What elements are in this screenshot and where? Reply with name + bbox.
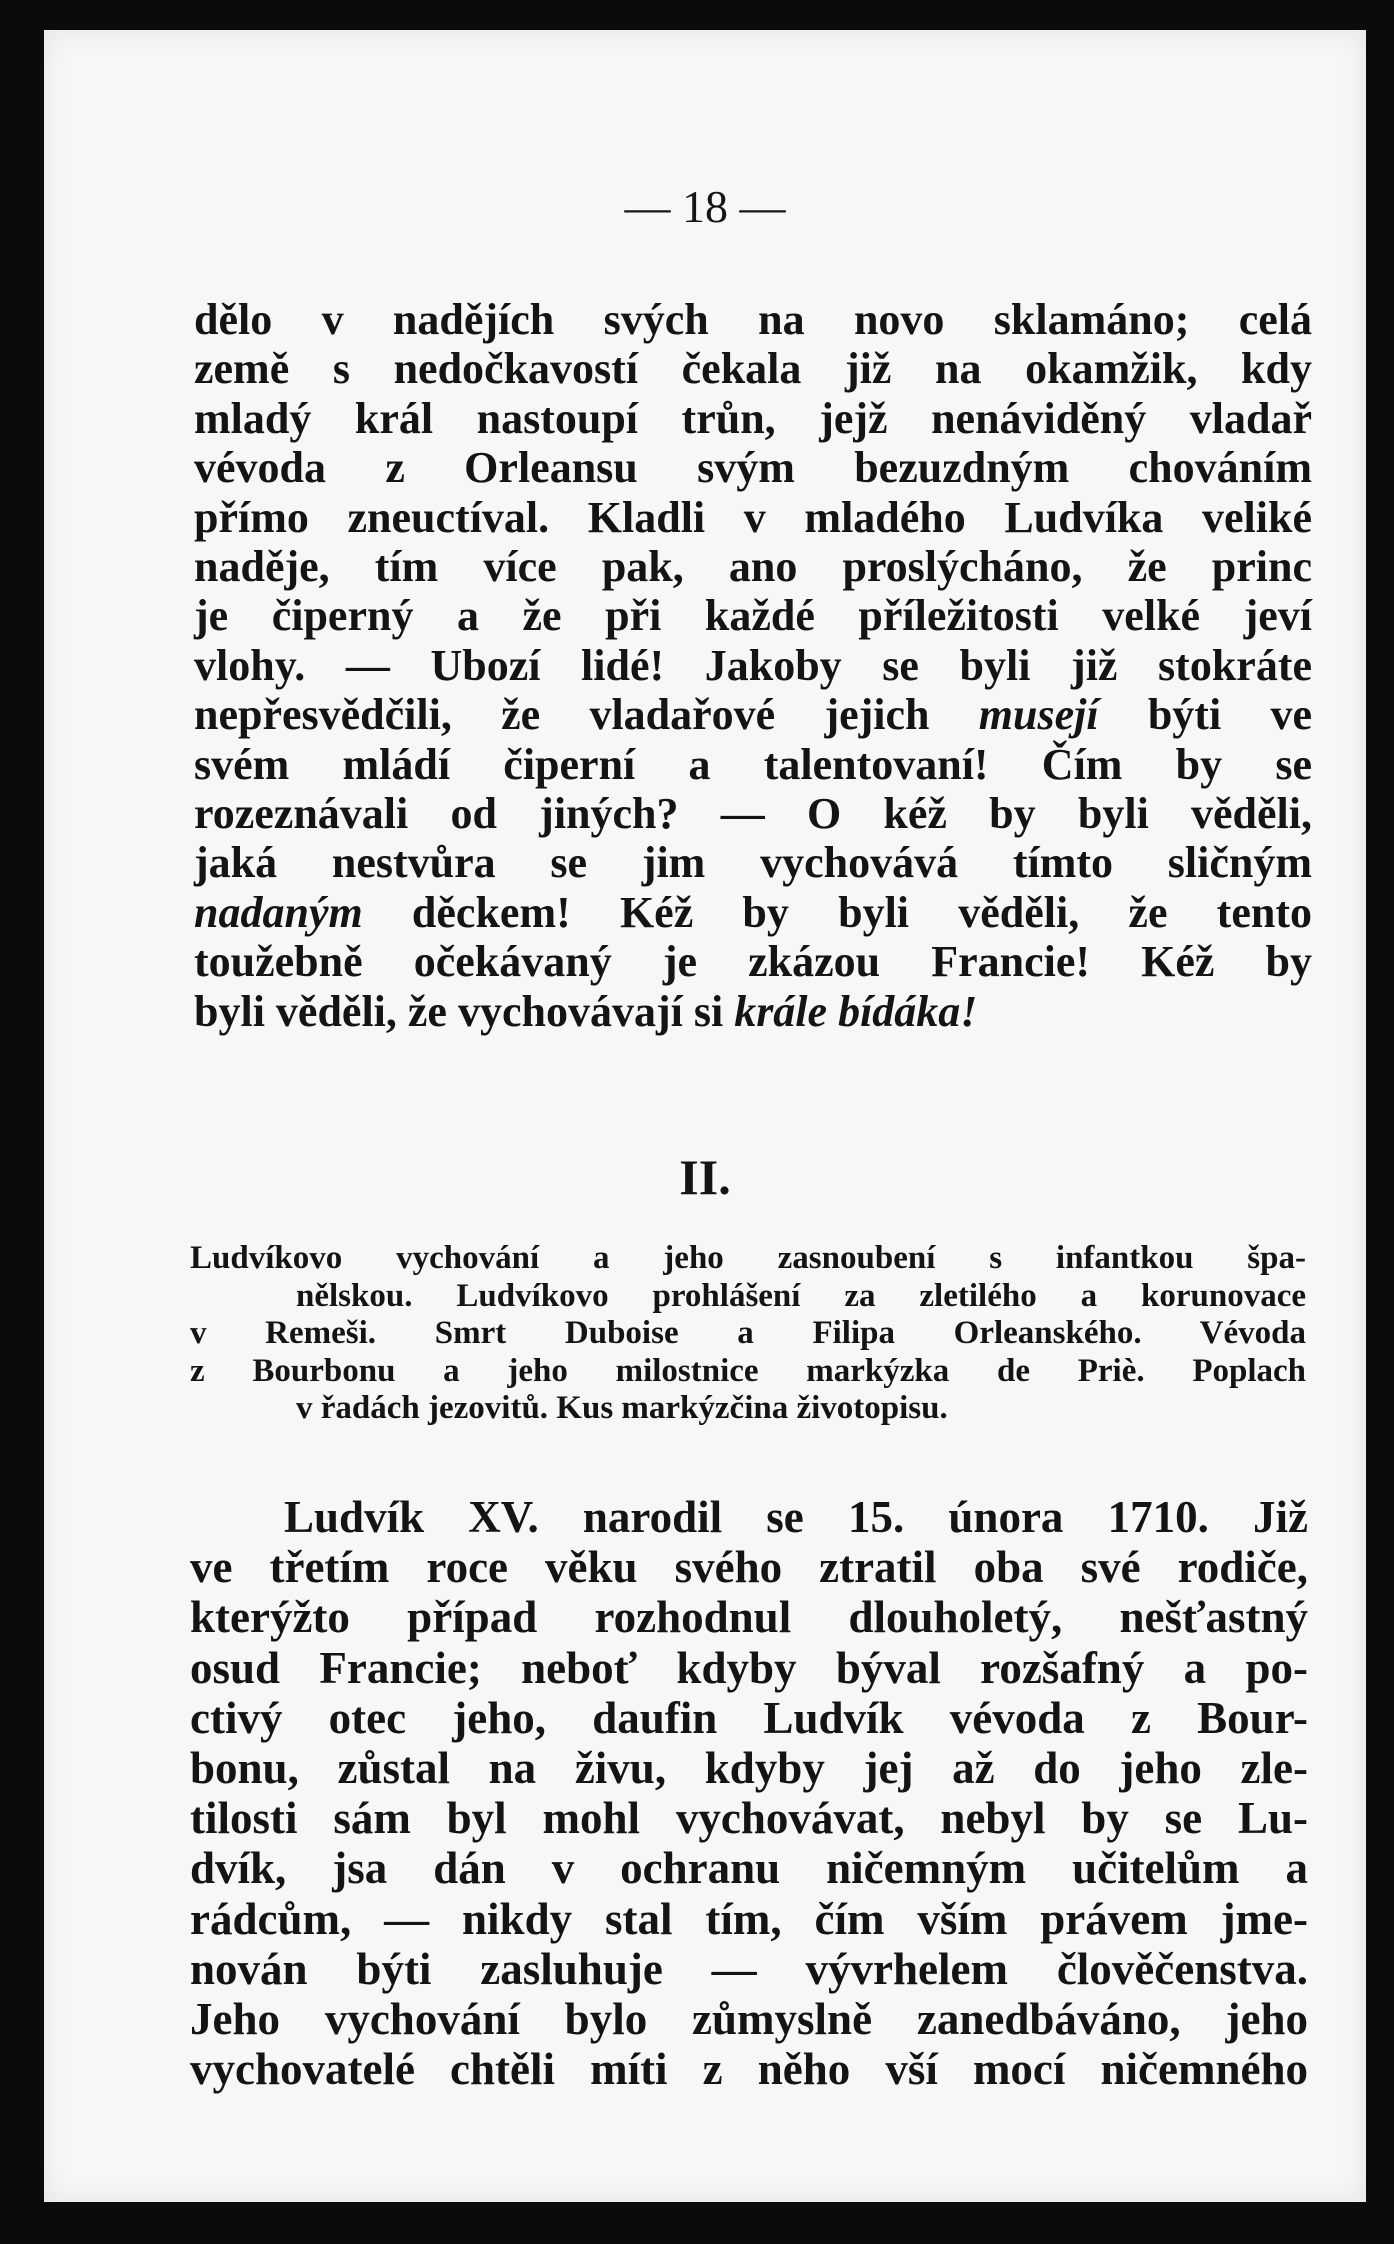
paragraph-2	[190, 1492, 1308, 2094]
text-span: nepřesvědčili, že vladařové jejich	[194, 690, 979, 740]
summary-line: v Remeši. Smrt Duboise a Filipa Orleanského. Vévoda	[190, 1315, 1306, 1351]
paragraph-1	[194, 295, 1312, 1036]
text-line	[194, 888, 1312, 937]
text-line: Ludvík XV. narodil se 15. února 1710. Již	[284, 1492, 1308, 1542]
text-span: byli věděli, že vychovávají si	[194, 986, 735, 1036]
text-line: bonu, zůstal na živu, kdyby jej až do jeho zle-	[190, 1743, 1308, 1794]
chapter-heading: II.	[679, 1149, 731, 1205]
summary-line: v řadách jezovitů. Kus markýzčina životopisu.	[296, 1390, 948, 1426]
text-line: toužebně očekávaný je zkázou Francie! Kéž by	[194, 937, 1312, 987]
text-line: svém mládí čiperní a talentovaní! Čím by se	[194, 739, 1312, 789]
text-line: Jeho vychování bylo zůmyslně zanedbáváno, jeho	[190, 1994, 1308, 2045]
text-line: kterýžto případ rozhodnul dlouholetý, nešťastný	[190, 1592, 1308, 1643]
text-line: tilosti sám byl mohl vychovávat, nebyl by se Lu-	[190, 1793, 1308, 1844]
italic-emphasis: musejí	[978, 690, 1099, 740]
text-line: ctivý otec jeho, daufin Ludvík vévoda z Bour-	[190, 1692, 1308, 1743]
text-line: vychovatelé chtěli míti z něho vší mocí ničemného	[190, 2044, 1308, 2095]
summary-line: z Bourbonu a jeho milostnice markýzka de Priè. Poplach	[190, 1352, 1306, 1389]
italic-emphasis: nadaným	[194, 887, 363, 937]
text-span: býti ve	[1098, 690, 1312, 740]
italic-emphasis: krále bídáka!	[734, 986, 978, 1036]
text-line: dělo v nadějích svých na novo sklamáno; celá	[194, 295, 1312, 344]
text-line: osud Francie; neboť kdyby býval rozšafný a po-	[190, 1642, 1308, 1693]
text-line: jaká nestvůra se jim vychovává tímto sličným	[194, 838, 1312, 888]
text-line: mladý král nastoupí trůn, jejž nenáviděný vladař	[194, 393, 1312, 443]
text-line: dvík, jsa dán v ochranu ničemným učitelům a	[190, 1843, 1308, 1894]
text-line: přímo zneuctíval. Kladli v mladého Ludvíka veliké	[194, 492, 1312, 542]
text-line: země s nedočkavostí čekala již na okamžik, kdy	[194, 344, 1312, 394]
text-line: rádcům, — nikdy stal tím, čím vším právem jme-	[190, 1893, 1308, 1944]
text-line	[194, 987, 1312, 1036]
text-line: naděje, tím více pak, ano proslýcháno, že princ	[194, 542, 1312, 592]
text-line	[194, 690, 1312, 739]
book-page	[44, 30, 1366, 2202]
text-line: nován býti zasluhuje — vývrhelem člověčenstva.	[190, 1943, 1308, 1994]
text-line: vlohy. — Ubozí lidé! Jakoby se byli již stokráte	[194, 640, 1312, 690]
text-line: vévoda z Orleansu svým bezuzdným chováním	[194, 443, 1312, 493]
text-line: je čiperný a že při každé příležitosti velké jeví	[194, 591, 1312, 641]
summary-line: nělskou. Ludvíkovo prohlášení za zletilého a korunovace	[296, 1277, 1306, 1314]
summary-line: Ludvíkovo vychování a jeho zasnoubení s infantkou špa-	[190, 1240, 1306, 1276]
text-span: děckem! Kéž by byli věděli, že tento	[362, 887, 1312, 937]
text-line: rozeznávali od jiných? — O kéž by byli věděli,	[194, 789, 1312, 839]
chapter-summary	[190, 1240, 1306, 1428]
page-number: — 18 —	[624, 181, 786, 232]
text-line: ve třetím roce věku svého ztratil oba své rodiče,	[190, 1542, 1308, 1593]
